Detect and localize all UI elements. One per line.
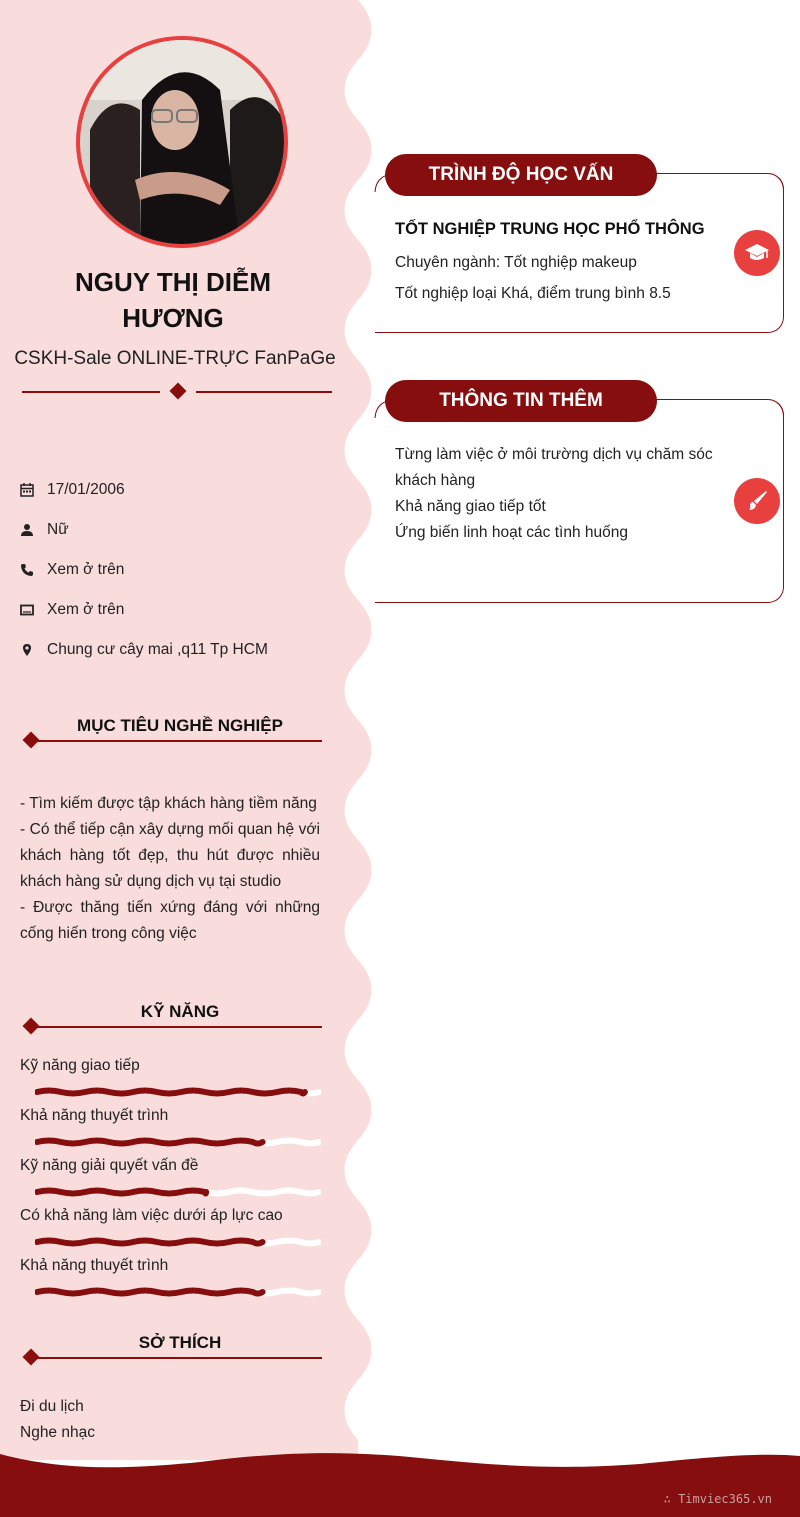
education-heading: TRÌNH ĐỘ HỌC VẤN [385,154,657,196]
paintbrush-icon [734,478,780,524]
objective-text [20,791,320,947]
education-grade: Tốt nghiệp loại Khá, điểm trung bình 8.5 [395,285,671,302]
skill-label: Kỹ năng giải quyết vấn đề [20,1157,199,1174]
hobbies-header [20,1333,322,1363]
additional-info-line: Khả năng giao tiếp tốt [395,498,546,515]
skill-item [20,1104,320,1154]
name-line-2: HƯƠNG [122,303,224,333]
objective-heading: MỤC TIÊU NGHỀ NGHIỆP [77,716,283,735]
hobby-item: Nghe nhạc [20,1424,95,1441]
skills-header [20,1002,322,1032]
additional-info-line: Ứng biến linh hoạt các tình huống [395,524,628,541]
education-major: Chuyên ngành: Tốt nghiệp makeup [395,254,637,271]
phone-icon [20,563,34,577]
contact-gender [20,510,340,550]
hobbies-heading: SỞ THÍCH [138,1333,222,1352]
skill-label: Khả năng thuyết trình [20,1257,169,1274]
objective-line: - Được thăng tiến xứng đáng với những cống hiến trong công việc [20,899,320,942]
name-line-1: NGUY THỊ DIỄM [75,267,271,297]
objective-heading-diamond [23,732,40,749]
skill-bar [35,1136,321,1148]
skill-item [20,1054,320,1104]
avatar [76,36,288,248]
watermark: ∴ Timviec365.vn [663,1492,772,1506]
skills-heading-diamond [23,1018,40,1035]
job-title: CSKH-Sale ONLINE-TRỰC FanPaGe [14,348,336,369]
skill-bar [35,1186,321,1198]
calendar-icon [20,483,34,497]
location-icon [20,643,34,657]
skills-list [20,1054,320,1304]
user-icon [20,523,34,537]
additional-info-text [395,442,735,546]
contact-birthday-text: 17/01/2006 [47,481,125,498]
skills-heading-line [32,1026,322,1028]
education-title: TỐT NGHIỆP TRUNG HỌC PHỔ THÔNG [395,220,705,238]
contact-phone-text: Xem ở trên [47,561,125,578]
skill-bar-fill [37,1241,263,1244]
skill-item [20,1204,320,1254]
avatar-photo [80,40,284,244]
objective-header [20,716,322,746]
skill-bar-fill [37,1091,305,1094]
additional-info-line: Từng làm việc ở môi trường dịch vụ chăm sóc khách hàng [395,446,713,489]
contact-list [20,470,340,670]
skill-label: Kỹ năng giao tiếp [20,1057,140,1074]
skill-bar [35,1286,321,1298]
skill-bar-fill [37,1291,263,1294]
hobby-item: Đi du lịch [20,1398,84,1415]
contact-birthday [20,470,340,510]
candidate-name [40,264,306,336]
objective-heading-line [32,740,322,742]
skill-label: Có khả năng làm việc dưới áp lực cao [20,1207,283,1224]
hobbies-heading-line [32,1357,322,1359]
skill-bar [35,1086,321,1098]
contact-address [20,630,340,670]
skill-bar-fill [37,1191,206,1194]
objective-line: - Có thể tiếp cận xây dựng mối quan hệ với khách hàng tốt đẹp, thu hút được nhiều khách hàng sử dụng dịch vụ tại studio [20,821,320,890]
additional-info-heading: THÔNG TIN THÊM [385,380,657,422]
contact-email [20,590,340,630]
email-icon [20,603,34,617]
hobbies-heading-diamond [23,1349,40,1366]
skill-bar-fill [37,1141,263,1144]
contact-phone [20,550,340,590]
graduation-cap-icon [734,230,780,276]
hobbies-list [20,1394,95,1446]
contact-email-text: Xem ở trên [47,601,125,618]
objective-line: - Tìm kiếm được tập khách hàng tiềm năng [20,795,317,812]
skill-label: Khả năng thuyết trình [20,1107,169,1124]
skills-heading: KỸ NĂNG [140,1002,220,1021]
skill-item [20,1254,320,1304]
skill-item [20,1154,320,1204]
contact-gender-text: Nữ [47,521,69,538]
contact-address-text: Chung cư cây mai ,q11 Tp HCM [47,641,268,658]
name-divider [22,382,332,402]
skill-bar [35,1236,321,1248]
